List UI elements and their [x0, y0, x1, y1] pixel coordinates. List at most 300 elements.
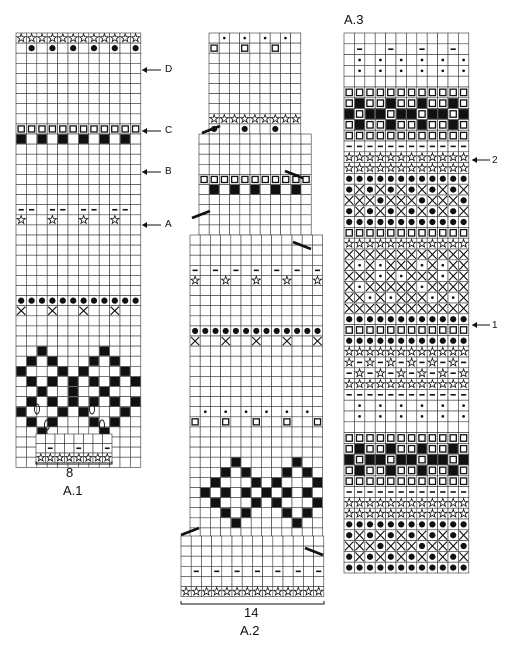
small-dot-symbol: [421, 285, 424, 288]
chart-a2-cell: [219, 73, 229, 83]
dot-symbol: [429, 338, 435, 344]
chart-a2-cell: [283, 566, 293, 576]
chart-a1-cell: [58, 275, 68, 285]
chart-a2-cell: [252, 556, 262, 566]
chart-a1-cell: [89, 174, 99, 184]
chart-a2-cell: [293, 576, 303, 586]
chart-a1-cell: [58, 185, 68, 195]
repeat-bracket: [181, 601, 324, 604]
chart-a1-cell: [110, 164, 120, 174]
chart-a1-cell: [16, 114, 26, 124]
chart-a1-cell: [16, 275, 26, 285]
chart-a1-cell: [99, 336, 109, 346]
chart-a1-cell: [16, 53, 26, 63]
chart-a2-cell: [302, 286, 312, 296]
chart-a2-cell: [241, 387, 251, 397]
chart-a2-cell: [241, 275, 251, 285]
chart-a3-cell: [427, 76, 437, 87]
chart-a2-cell: [240, 104, 250, 114]
chart-a1-cell: [47, 185, 57, 195]
chart-a1-cell: [89, 185, 99, 195]
chart-a2-cell: [230, 205, 240, 215]
chart-a1-cell: [130, 286, 140, 296]
chart-a2-cell: [191, 536, 201, 546]
chart-a2-cell: [209, 144, 219, 154]
filled-square-symbol: [17, 135, 26, 144]
chart-a2-cell: [181, 576, 191, 586]
chart-a2-cell: [261, 265, 271, 275]
chart-a1-cell: [16, 225, 26, 235]
chart-a2-cell: [240, 94, 250, 104]
chart-a2-cell: [272, 508, 282, 518]
dot-symbol: [419, 176, 425, 182]
chart-a2-cell: [231, 508, 241, 518]
chart-a2-cell: [302, 265, 312, 275]
chart-a1-cell: [58, 286, 68, 296]
chart-a2-cell: [229, 124, 239, 134]
chart-a2-cell: [231, 488, 241, 498]
chart-a1-cell: [110, 144, 120, 154]
chart-a1-cell: [16, 104, 26, 114]
dot-symbol: [450, 186, 456, 192]
chart-a2-cell: [210, 427, 220, 437]
chart-a3-cell: [448, 76, 458, 87]
chart-a2-cell: [261, 316, 271, 326]
chart-a1-cell: [47, 265, 57, 275]
filled-square-symbol: [282, 468, 291, 477]
chart-a2-cell: [221, 235, 231, 245]
chart-a2-cell: [292, 407, 302, 417]
small-dot-symbol: [421, 69, 424, 72]
dot-symbol: [460, 338, 466, 344]
chart-a1-cell: [89, 326, 99, 336]
chart-a1-cell: [120, 104, 130, 114]
chart-a2-cell: [219, 53, 229, 63]
chart-a2-cell: [210, 245, 220, 255]
chart-a2-cell: [199, 185, 209, 195]
chart-a1-cell: [37, 144, 47, 154]
chart-a2-cell: [272, 467, 282, 477]
dot-symbol: [460, 176, 466, 182]
chart-a1-cell: [47, 84, 57, 94]
chart-a1-cell: [47, 275, 57, 285]
filled-square-symbol: [355, 444, 364, 454]
small-dot-symbol: [421, 404, 424, 407]
chart-a1-cell: [58, 245, 68, 255]
chart-a2-cell: [210, 397, 220, 407]
filled-square-symbol: [48, 377, 57, 386]
dot-symbol: [243, 328, 249, 334]
chart-a2-cell: [312, 397, 322, 407]
chart-a1-cell: [47, 366, 57, 376]
chart-a1-cell: [37, 104, 47, 114]
chart-a2-cell: [250, 195, 260, 205]
chart-a2-cell: [302, 376, 312, 386]
chart-a1-cell: [99, 245, 109, 255]
small-dot-symbol: [462, 404, 465, 407]
chart-a1-cell: [26, 407, 36, 417]
chart-a1-repeat-count: 8: [66, 465, 74, 480]
chart-a2-cell: [240, 73, 250, 83]
filled-square-symbol: [449, 466, 458, 476]
chart-a2-cell: [210, 235, 220, 245]
chart-a1-cell: [26, 225, 36, 235]
chart-a1-cell: [78, 387, 88, 397]
chart-a2-cell: [241, 518, 251, 528]
chart-a2-cell: [210, 356, 220, 366]
chart-a1-cell: [47, 316, 57, 326]
chart-a2-cell: [250, 53, 260, 63]
filled-square-symbol: [131, 397, 140, 406]
chart-a1-cell: [89, 235, 99, 245]
chart-a2-cell: [281, 144, 291, 154]
chart-a2-cell: [302, 356, 312, 366]
chart-a2-cell: [302, 498, 312, 508]
chart-a1-cell: [99, 316, 109, 326]
chart-a3-cell: [365, 55, 375, 66]
chart-a1-cell: [78, 245, 88, 255]
filled-square-symbol: [313, 498, 322, 507]
chart-a2-cell: [212, 546, 222, 556]
chart-a1-cell: [130, 134, 140, 144]
chart-a2-cell: [261, 286, 271, 296]
chart-a1-cell: [68, 94, 78, 104]
chart-a2-cell: [301, 185, 311, 195]
chart-a2-cell: [280, 124, 290, 134]
chart-a1-cell: [37, 205, 47, 215]
chart-a2-cell: [212, 556, 222, 566]
filled-square-symbol: [27, 377, 36, 386]
chart-a2-cell: [292, 306, 302, 316]
chart-a2-cell: [231, 336, 241, 346]
chart-a1-cell: [120, 286, 130, 296]
dot-symbol: [388, 564, 394, 570]
chart-a1-cell: [78, 356, 88, 366]
filled-square-symbol: [417, 444, 426, 454]
chart-a1-cell: [47, 407, 57, 417]
chart-a1-cell: [78, 195, 88, 205]
chart-a1-cell: [130, 306, 140, 316]
chart-a3-cell: [344, 33, 354, 44]
chart-a1-cell: [36, 444, 46, 454]
chart-a2-cell: [272, 417, 282, 427]
dot-symbol: [49, 298, 55, 304]
filled-square-symbol: [397, 455, 406, 465]
chart-a2-cell: [292, 255, 302, 265]
chart-a2-cell: [302, 366, 312, 376]
chart-a3-cell: [354, 422, 364, 433]
chart-a2-cell: [201, 566, 211, 576]
chart-a2-cell: [250, 104, 260, 114]
chart-a2-cell: [282, 306, 292, 316]
chart-a2-cell: [251, 255, 261, 265]
chart-a2-cell: [251, 286, 261, 296]
chart-a2-cell: [190, 366, 200, 376]
filled-square-symbol: [397, 109, 406, 119]
dot-symbol: [314, 328, 320, 334]
chart-a2-cell: [221, 427, 231, 437]
chart-a1-cell: [89, 84, 99, 94]
dot-symbol: [356, 316, 362, 322]
chart-a1-cell: [120, 255, 130, 265]
dot-symbol: [429, 208, 435, 214]
chart-a2-cell: [200, 356, 210, 366]
chart-a1-cell: [58, 63, 68, 73]
chart-a1-cell: [78, 235, 88, 245]
filled-square-symbol: [282, 488, 291, 497]
chart-a2-cell: [231, 417, 241, 427]
chart-a2-cell: [250, 205, 260, 215]
chart-a1-cell: [99, 225, 109, 235]
chart-a2-cell: [312, 427, 322, 437]
filled-square-symbol: [79, 135, 88, 144]
filled-square-symbol: [252, 498, 261, 507]
chart-a2-cell: [270, 144, 280, 154]
chart-a1-cell: [120, 144, 130, 154]
chart-a1-cell: [130, 275, 140, 285]
dot-symbol: [440, 219, 446, 225]
chart-a3-cell: [406, 411, 416, 422]
chart-a2-cell: [231, 306, 241, 316]
chart-a1-cell: [84, 444, 94, 454]
chart-a3-cell: [406, 422, 416, 433]
chart-a2-cell: [292, 498, 302, 508]
chart-a2-cell: [251, 387, 261, 397]
chart-a1-cell: [78, 84, 88, 94]
chart-a2-cell: [260, 225, 270, 235]
chart-a2-cell: [219, 104, 229, 114]
filled-square-symbol: [252, 478, 261, 487]
chart-a2-cell: [251, 508, 261, 518]
small-dot-symbol: [421, 264, 424, 267]
chart-a2-cell: [250, 124, 260, 134]
filled-square-symbol: [271, 185, 280, 194]
chart-a2-cell: [252, 546, 262, 556]
chart-a2-cell: [201, 556, 211, 566]
chart-a1-cell: [120, 387, 130, 397]
chart-a1-cell: [89, 114, 99, 124]
dot-symbol: [367, 521, 373, 527]
chart-a2-cell: [282, 427, 292, 437]
chart-a1-cell: [16, 316, 26, 326]
chart-a2-cell: [241, 498, 251, 508]
chart-a1-cell: [110, 134, 120, 144]
chart-a2-cell: [292, 447, 302, 457]
chart-a1-cell: [68, 235, 78, 245]
chart-a1-cell: [120, 356, 130, 366]
chart-a2-cell: [301, 225, 311, 235]
chart-a2-cell: [282, 286, 292, 296]
chart-a2-cell: [200, 316, 210, 326]
filled-square-symbol: [231, 518, 240, 527]
chart-a1-cell: [37, 94, 47, 104]
chart-a1-cell: [37, 366, 47, 376]
chart-a2-cell: [312, 467, 322, 477]
chart-a3-cell: [344, 55, 354, 66]
chart-a1-cell: [84, 434, 94, 444]
dot-symbol: [367, 208, 373, 214]
chart-a3-grid: [344, 33, 490, 573]
chart-a2-cell: [242, 536, 252, 546]
chart-a1-cell: [78, 326, 88, 336]
chart-a2-cell: [209, 94, 219, 104]
chart-a1-cell: [37, 316, 47, 326]
chart-a2-cell: [263, 546, 273, 556]
small-dot-symbol: [379, 415, 382, 418]
chart-a2-cell: [261, 387, 271, 397]
chart-a2-cell: [210, 407, 220, 417]
chart-a2-cell: [291, 104, 301, 114]
chart-a2-cell: [272, 275, 282, 285]
chart-a1-cell: [130, 255, 140, 265]
chart-a1-cell: [120, 457, 130, 467]
filled-square-symbol: [407, 109, 416, 119]
chart-a2-cell: [282, 397, 292, 407]
chart-a2-cell: [241, 306, 251, 316]
chart-a1-cell: [78, 174, 88, 184]
chart-a1-cell: [47, 53, 57, 63]
chart-a1-cell: [130, 205, 140, 215]
chart-a2-cell: [209, 104, 219, 114]
chart-a1-cell: [120, 164, 130, 174]
filled-square-symbol: [282, 508, 291, 517]
chart-a3-cell: [448, 65, 458, 76]
dot-symbol: [356, 564, 362, 570]
chart-a2-cell: [209, 33, 219, 43]
chart-a1-cell: [130, 53, 140, 63]
chart-a1-cell: [120, 346, 130, 356]
dot-symbol: [429, 532, 435, 538]
chart-annotations: [142, 67, 161, 228]
chart-a1-cell: [16, 185, 26, 195]
chart-a2-cell: [200, 518, 210, 528]
filled-square-symbol: [121, 135, 130, 144]
chart-a2-cell: [209, 63, 219, 73]
chart-a2-cell: [222, 566, 232, 576]
filled-square-symbol: [17, 407, 26, 416]
chart-a2-cell: [312, 245, 322, 255]
dot-symbol: [212, 328, 218, 334]
chart-a1-cell: [130, 407, 140, 417]
chart-a2-cell: [199, 144, 209, 154]
filled-square-symbol: [221, 508, 230, 517]
chart-a2-cell: [210, 457, 220, 467]
small-dot-symbol: [264, 37, 267, 40]
chart-a1-cell: [68, 114, 78, 124]
dot-symbol: [398, 176, 404, 182]
chart-a1-cell: [37, 245, 47, 255]
chart-a2-cell: [241, 286, 251, 296]
chart-a2-cell: [260, 144, 270, 154]
chart-a1-cell: [68, 417, 78, 427]
chart-a1-cell: [93, 444, 103, 454]
chart-a1-cell: [47, 164, 57, 174]
chart-a2-cell: [231, 407, 241, 417]
dot-symbol: [367, 338, 373, 344]
dot-symbol: [388, 338, 394, 344]
chart-a2-cell: [270, 205, 280, 215]
chart-a3-cell: [365, 44, 375, 55]
dot-symbol: [408, 338, 414, 344]
dot-symbol: [70, 45, 76, 51]
chart-a2-cell: [250, 225, 260, 235]
chart-a1-cell: [37, 275, 47, 285]
dot-symbol: [377, 219, 383, 225]
chart-a1-cell: [89, 245, 99, 255]
chart-a2-cell: [210, 255, 220, 265]
chart-a2-cell: [292, 387, 302, 397]
chart-a2-cell: [263, 536, 273, 546]
chart-a1-cell: [55, 434, 65, 444]
small-dot-symbol: [441, 404, 444, 407]
small-dot-symbol: [441, 59, 444, 62]
filled-square-symbol: [386, 98, 395, 108]
chart-a1-cell: [89, 134, 99, 144]
chart-a2-cell: [291, 43, 301, 53]
chart-a2-cell: [231, 477, 241, 487]
chart-a2-cell: [272, 346, 282, 356]
chart-a1-cell: [89, 255, 99, 265]
dot-symbol: [346, 521, 352, 527]
filled-square-symbol: [48, 397, 57, 406]
chart-a2-cell: [301, 195, 311, 205]
chart-a2-cell: [241, 417, 251, 427]
chart-a1-cell: [99, 397, 109, 407]
chart-a2-cell: [261, 356, 271, 366]
small-dot-symbol: [462, 69, 465, 72]
chart-a1-cell: [110, 336, 120, 346]
chart-a2-cell: [190, 488, 200, 498]
chart-a2-cell: [230, 225, 240, 235]
chart-a2-cell: [302, 275, 312, 285]
chart-a2-cell: [250, 154, 260, 164]
chart-a2-cell: [302, 316, 312, 326]
chart-a1-cell: [37, 255, 47, 265]
chart-a1-cell: [16, 144, 26, 154]
chart-a2-cell: [302, 296, 312, 306]
dot-symbol: [388, 316, 394, 322]
chart-a1-cell: [16, 195, 26, 205]
chart-a2-cell: [199, 215, 209, 225]
chart-a2-cell: [270, 104, 280, 114]
chart-a1-cell: [120, 73, 130, 83]
filled-square-symbol: [355, 120, 364, 130]
chart-a2-cell: [282, 498, 292, 508]
chart-a1-cell: [26, 235, 36, 245]
chart-a1-cell: [58, 376, 68, 386]
chart-a2-cell: [251, 316, 261, 326]
dot-symbol: [419, 338, 425, 344]
dot-symbol: [408, 316, 414, 322]
chart-a2-cell: [190, 316, 200, 326]
chart-a1-cell: [120, 195, 130, 205]
chart-a3-cell: [406, 55, 416, 66]
filled-square-symbol: [428, 455, 437, 465]
chart-a2-cell: [303, 576, 313, 586]
chart-a3-cell: [344, 44, 354, 55]
chart-a2-cell: [281, 215, 291, 225]
chart-a3-cell: [365, 65, 375, 76]
dot-symbol: [346, 554, 352, 560]
chart-a3-cell: [417, 422, 427, 433]
chart-a3-cell: [396, 44, 406, 55]
chart-a2-cell: [282, 356, 292, 366]
dot-symbol: [429, 554, 435, 560]
chart-a2-cell: [272, 336, 282, 346]
chart-a3-title: A.3: [344, 12, 364, 27]
chart-a2-cell: [190, 457, 200, 467]
chart-a1-cell: [68, 195, 78, 205]
